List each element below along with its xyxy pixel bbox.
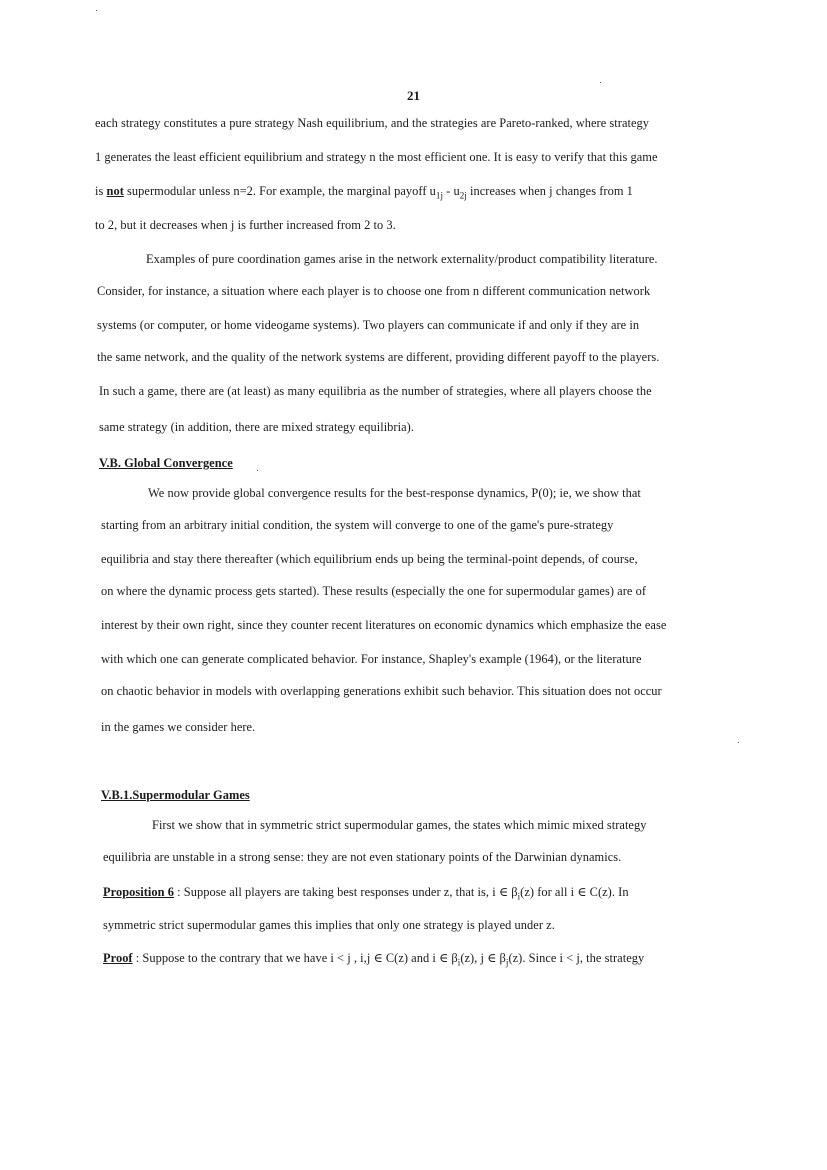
subscript: i bbox=[517, 891, 521, 902]
text-line: Consider, for instance, a situation where each player is to choose one from n different communication network bbox=[97, 284, 651, 298]
subscript: i bbox=[457, 957, 461, 968]
scan-speck bbox=[257, 470, 258, 471]
text-line: equilibria and stay there thereafter (which equilibrium ends up being the terminal-point depends, of course, bbox=[101, 552, 638, 566]
text-line: Examples of pure coordination games arise in the network externality/product compatibility literature. bbox=[146, 252, 658, 266]
text-line: with which one can generate complicated behavior. For instance, Shapley's example (1964), or the literature bbox=[101, 652, 642, 666]
text-line: the same network, and the quality of the network systems are different, providing different payoff to the players. bbox=[97, 350, 660, 364]
proof-label: Proof bbox=[103, 951, 133, 965]
text-fragment: (z). Since i < j, the strategy bbox=[508, 951, 645, 965]
text-fragment: is bbox=[95, 184, 107, 198]
text-line: In such a game, there are (at least) as many equilibria as the number of strategies, where all players choose the bbox=[99, 384, 652, 398]
section-heading: V.B. Global Convergence bbox=[99, 456, 233, 470]
text-line: on where the dynamic process gets started). These results (especially the one for supermodular games) are of bbox=[101, 584, 647, 598]
text-fragment: (z), j ∈ β bbox=[460, 951, 506, 965]
scan-speck bbox=[738, 742, 739, 743]
subscript: j bbox=[505, 957, 509, 968]
text-fragment: - u bbox=[443, 184, 460, 198]
text-fragment: : Suppose to the contrary that we have i < j , i,j ∈ C(z) and i ∈ β bbox=[132, 951, 458, 965]
text-line: to 2, but it decreases when j is further increased from 2 to 3. bbox=[95, 218, 396, 232]
text-line: 1 generates the least efficient equilibrium and strategy n the most efficient one. It is easy to verify that this game bbox=[95, 150, 658, 164]
text-line: First we show that in symmetric strict supermodular games, the states which mimic mixed strategy bbox=[152, 818, 647, 832]
text-fragment: increases when j changes from 1 bbox=[466, 184, 633, 198]
scan-speck bbox=[96, 10, 97, 11]
text-fragment: (z) for all i ∈ C(z). In bbox=[520, 885, 629, 899]
text-line: each strategy constitutes a pure strategy Nash equilibrium, and the strategies are Pareto-ranked, where strategy bbox=[95, 116, 650, 130]
proposition-line bbox=[103, 884, 629, 901]
section-heading: V.B.1.Supermodular Games bbox=[101, 788, 250, 802]
text-line: in the games we consider here. bbox=[101, 720, 256, 734]
text-line: We now provide global convergence results for the best-response dynamics, P(0); ie, we show that bbox=[148, 486, 641, 500]
proposition-label: Proposition 6 bbox=[103, 885, 174, 899]
proof-line bbox=[103, 950, 644, 967]
page-number: 21 bbox=[407, 88, 420, 103]
subscript: 2j bbox=[459, 190, 467, 201]
emphasis-not: not bbox=[106, 184, 124, 198]
text-line: interest by their own right, since they counter recent literatures on economic dynamics which emphasize the ease bbox=[101, 618, 667, 632]
text-line bbox=[95, 184, 633, 200]
scan-speck bbox=[600, 82, 601, 83]
text-line: equilibria are unstable in a strong sense: they are not even stationary points of the Darwinian dynamics. bbox=[103, 850, 622, 864]
text-line: on chaotic behavior in models with overlapping generations exhibit such behavior. This situation does not occur bbox=[101, 684, 662, 698]
text-line: same strategy (in addition, there are mixed strategy equilibria). bbox=[99, 420, 414, 434]
text-fragment: supermodular unless n=2. For example, the marginal payoff u bbox=[123, 184, 436, 198]
text-fragment: : Suppose all players are taking best responses under z, that is, i ∈ β bbox=[174, 885, 518, 899]
text-line: systems (or computer, or home videogame systems). Two players can communicate if and only if they are in bbox=[97, 318, 640, 332]
text-line: symmetric strict supermodular games this implies that only one strategy is played under z. bbox=[103, 918, 555, 932]
text-line: starting from an arbitrary initial condition, the system will converge to one of the game's pure-strategy bbox=[101, 518, 614, 532]
subscript: 1j bbox=[435, 190, 444, 201]
